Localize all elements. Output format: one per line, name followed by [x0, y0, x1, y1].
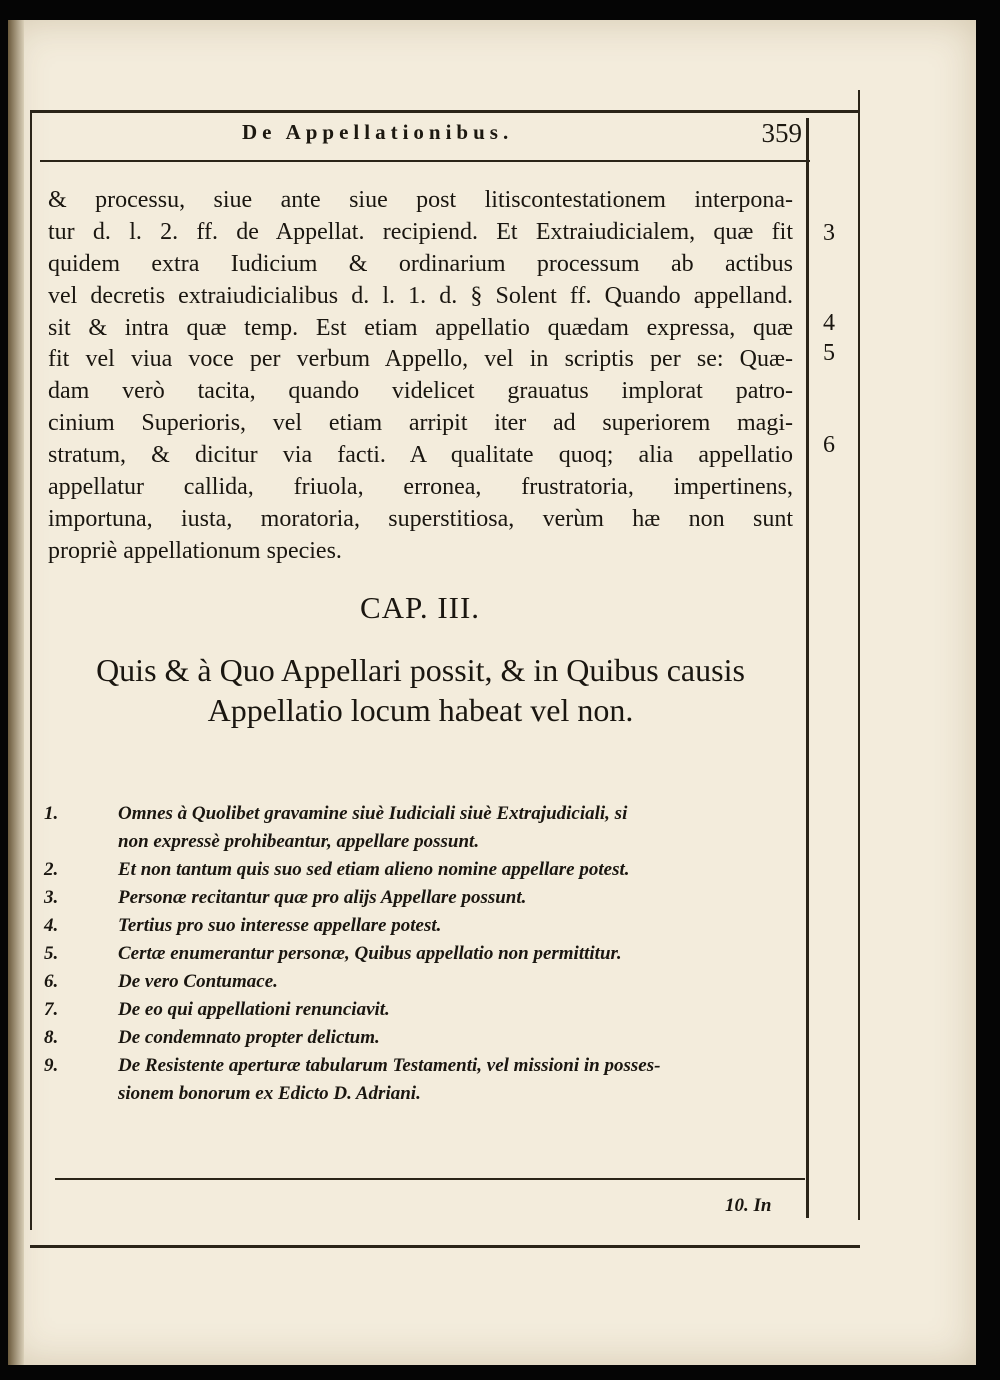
- summary-text: De eo qui appellationi renunciavit.: [118, 999, 390, 1020]
- outer-right-border: [858, 90, 860, 1220]
- page-header: [42, 118, 802, 158]
- summary-item: [44, 996, 804, 1024]
- margin-number: 5: [823, 340, 835, 366]
- summary-item: [44, 884, 804, 912]
- summary-item: [44, 800, 804, 828]
- margin-number: 4: [823, 310, 835, 336]
- text-line: appellatur callida, friuola, erronea, frustratoria, impertinens,: [48, 474, 793, 501]
- summary-item: [44, 968, 804, 996]
- summary-item: [44, 940, 804, 968]
- text-line: & processu, siue ante siue post litiscontestationem interpona-: [48, 187, 793, 213]
- text-line: vel decretis extraiudicialibus d. l. 1. d. § Solent ff. Quando appelland.: [48, 282, 793, 309]
- summary-number: 8.: [44, 1027, 59, 1048]
- summary-item: [44, 1024, 804, 1052]
- text-line: dam verò tacita, quando videlicet grauatus implorat patro-: [48, 378, 793, 405]
- summary-text: De vero Contumace.: [118, 971, 278, 992]
- summary-text: Et non tantum quis suo sed etiam alieno nomine appellare potest.: [118, 859, 630, 880]
- summary-number: 9.: [44, 1055, 59, 1076]
- summary-text: Tertius pro suo interesse appellare potest.: [118, 915, 442, 936]
- summary-number: 1.: [44, 803, 59, 824]
- summary-list: [44, 800, 804, 1108]
- text-line: cinium Superioris, vel etiam arripit iter ad superiorem magi-: [48, 410, 793, 437]
- summary-number: 4.: [44, 915, 59, 936]
- summary-item: [44, 1052, 804, 1080]
- summary-text: Omnes à Quolibet gravamine siuè Iudiciali siuè Extrajudiciali, si: [118, 803, 628, 824]
- chapter-heading: Quis & à Quo Appellari possit, & in Quibus causis Appellatio locum habeat vel non.: [96, 652, 745, 728]
- margin-number: 3: [823, 220, 835, 246]
- text-line: propriè appellationum species.: [48, 537, 342, 564]
- book-spine: [8, 20, 24, 1365]
- top-rule: [30, 110, 860, 113]
- summary-number: 6.: [44, 971, 59, 992]
- page-number: 359: [761, 118, 802, 148]
- text-line: importuna, iusta, moratoria, superstitiosa, verùm hæ non sunt: [48, 505, 793, 532]
- summary-text: Certæ enumerantur personæ, Quibus appellatio non permittitur.: [118, 943, 622, 964]
- summary-number: 3.: [44, 887, 59, 908]
- summary-item: [44, 1080, 804, 1108]
- header-rule: [40, 160, 810, 162]
- text-line: fit vel viua voce per verbum Appello, vel in scriptis per se: Quæ-: [48, 346, 793, 373]
- left-border: [30, 110, 32, 1230]
- text-line: quidem extra Iudicium & ordinarium processum ab actibus: [48, 250, 793, 277]
- summary-text: De condemnato propter delictum.: [118, 1027, 380, 1048]
- summary-number: 2.: [44, 859, 59, 880]
- text-line: sit & intra quæ temp. Est etiam appellatio quædam expressa, quæ: [48, 314, 793, 341]
- summary-number: 7.: [44, 999, 59, 1020]
- summary-item: [44, 856, 804, 884]
- catchword: 10. In: [725, 1195, 772, 1216]
- margin-number: 6: [823, 432, 835, 458]
- summary-item: [44, 828, 804, 856]
- summary-text: Personæ recitantur quæ pro alijs Appellare possunt.: [118, 887, 527, 908]
- body-paragraph: [48, 185, 793, 568]
- summary-item: [44, 912, 804, 940]
- text-line: stratum, & dicitur via facti. A qualitate quoq; alia appellatio: [48, 442, 793, 469]
- summary-text: non expressè prohibeantur, appellare possunt.: [118, 831, 480, 852]
- summary-text: De Resistente aperturæ tabularum Testamenti, vel missioni in posses-: [118, 1055, 661, 1076]
- bottom-rule: [55, 1178, 805, 1180]
- footer-rule: [30, 1245, 860, 1248]
- running-title: De Appellationibus.: [242, 120, 514, 144]
- summary-number: 5.: [44, 943, 59, 964]
- chapter-title: CAP. III.: [359, 590, 481, 625]
- text-line: tur d. l. 2. ff. de Appellat. recipiend. Et Extraiudicialem, quæ fit: [48, 218, 793, 245]
- summary-text: sionem bonorum ex Edicto D. Adriani.: [118, 1083, 421, 1104]
